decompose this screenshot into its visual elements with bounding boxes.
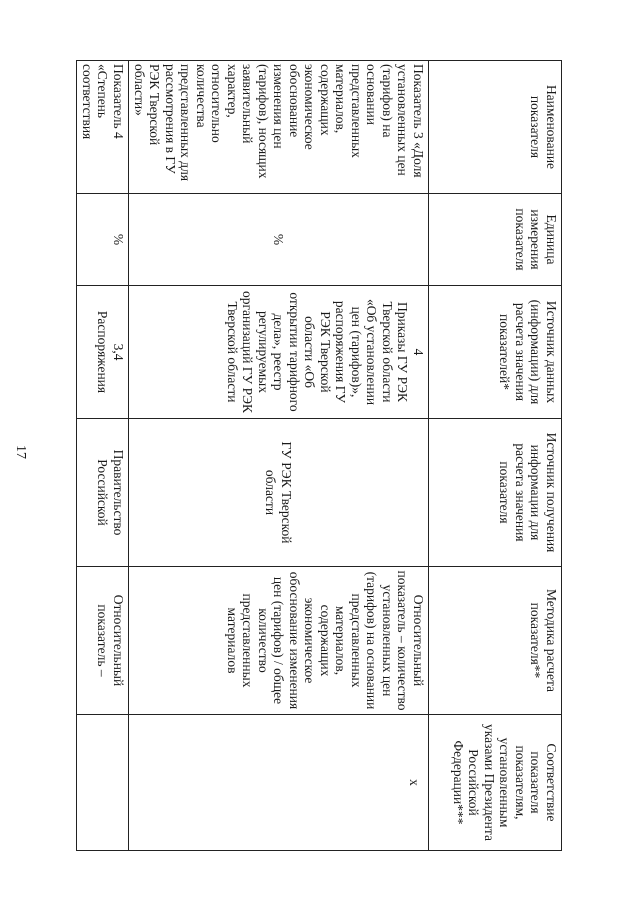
table-row [129, 61, 429, 851]
row-info-source: Правительство Российской [77, 419, 129, 567]
indicator-table [77, 60, 563, 851]
table-row [77, 61, 129, 851]
row-conformity [129, 715, 429, 851]
header-info-source: Источник получения информации для расчета значения показателя [429, 419, 562, 567]
row-unit: % [129, 194, 429, 286]
row-name-text: Показатель 3 «Доля установленных цен (тарифов) на основании представленных материалов, содержащих экономическое обоснование изменения цен (тарифов), носящих заявительный характер, относительно количества представленных для рассмотрения в ГУ РЭК Тверской области» [132, 64, 426, 182]
row-data-source-text: Приказы ГУ РЭК Тверской области «Об установлении цен (тарифов)», распоряжения ГУ РЭК Тверской области «Об открытии тарифного дела», реестр регулируемых организаций ГУ РЭК Тверской области [225, 290, 411, 413]
row-name [129, 61, 429, 194]
row-info-source: ГУ РЭК Тверской области [129, 419, 429, 567]
header-unit: Единица измерения показателя [429, 194, 562, 286]
row-data-source [129, 286, 429, 419]
row-data-source-number: 4 [411, 348, 426, 356]
header-method: Методика расчета показателя** [429, 567, 562, 715]
row-method: Относительный показатель – [77, 567, 129, 715]
rotated-table-container [80, 60, 562, 850]
header-row [429, 61, 562, 851]
row-data-source-number: 3,4 [111, 343, 126, 361]
row-data-source [77, 286, 129, 419]
row-method: Относительный показатель – количество установленных цен (тарифов) на основании представленных материалов, содержащих экономическое обоснование изменения цен (тарифов) / общее количество представленных материалов [129, 567, 429, 715]
row-data-source-text: Распоряжения [95, 310, 111, 394]
page-number: 17 [13, 445, 28, 459]
row-conformity-mark: х [407, 779, 422, 786]
header-data-source: Источник данных (информации) для расчета значения показателей* [429, 286, 562, 419]
header-name: Наименование показателя [429, 61, 562, 194]
row-unit: % [77, 194, 129, 286]
header-conformity: Соответствие показателя показателям, установленным указами Президента Российской Федерации*** [429, 715, 562, 851]
row-conformity [77, 715, 129, 851]
row-name: Показатель 4 «Степень соответствия [77, 61, 129, 194]
